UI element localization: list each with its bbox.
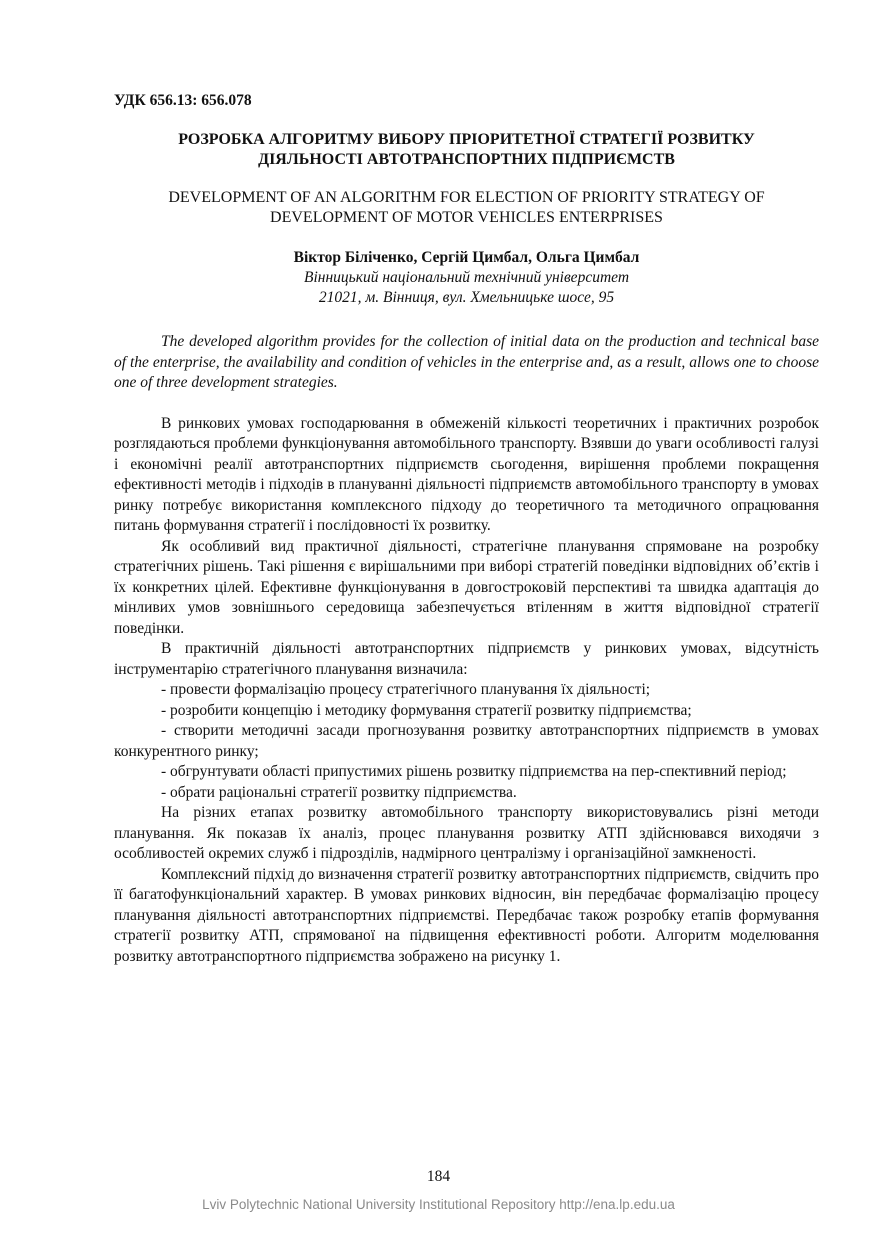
- repository-footer: Lviv Polytechnic National University Institutional Repository http://ena.lp.edu.ua: [202, 1197, 675, 1212]
- address: 21021, м. Вінниця, вул. Хмельницьке шосе, 95: [318, 289, 615, 306]
- paragraph: Комплексний підхід до визначення стратегії розвитку автотранспортних підприємств, свідчить про її багатофункціональний характер. В умовах ринкових відносин, він передбачає формалізацію процесу планування діяльності автотранспортних підприємстві. Передбачає також розробку етапів формування стратегії розвитку АТП, спрямованої на підвищення ефективності роботи. Алгоритм моделювання розвитку автотранспортного підприємства зображено на рисунку 1.: [114, 865, 819, 965]
- abstract: The developed algorithm provides for the collection of initial data on the production and technical base of the enterprise, the availability and condition of vehicles in the enterprise and, as a result, allows one to choose one of three development strategies.: [114, 333, 819, 391]
- paragraph: На різних етапах розвитку автомобільного транспорту використовувались різні методи планування. Як показав їх аналіз, процес планування розвитку АТП здійснювався виходячи з особливостей окремих служб і підрозділів, надмірного централізму і організаційної замкненості.: [114, 804, 819, 862]
- paragraph: В ринкових умовах господарювання в обмеженій кількості теоретичних і практичних розробок розглядаються проблеми функціонування автомобільного транспорту. Взявши до уваги особливості галузі і економічні реалії автотранспортних підприємств сьогодення, вирішення проблеми покращення ефективності методів і підходів в плануванні діяльності підприємств автомобільного транспорту в умовах ринку потребує використання комплексного підходу до теоретичного та методичного опрацювання питань формування стратегії і послідовності їх розвитку.: [114, 414, 819, 534]
- title-english-line-1: DEVELOPMENT OF AN ALGORITHM FOR ELECTION OF PRIORITY STRATEGY OF: [168, 189, 765, 206]
- title-ukrainian-line-1: РОЗРОБКА АЛГОРИТМУ ВИБОРУ ПРІОРИТЕТНОЇ СТРАТЕГІЇ РОЗВИТКУ: [178, 131, 755, 148]
- paragraph: Як особливий вид практичної діяльності, стратегічне планування спрямоване на розробку стратегічних рішень. Такі рішення є вирішальними при виборі стратегій поведінки відповідних об’єктів і їх конкретних цілей. Ефективне функціонування в довгостроковій перспективі та швидка адаптація до мінливих умов зовнішнього середовища забезпечується втіленням в життя відповідної стратегії поведінки.: [114, 537, 819, 637]
- affiliation: Вінницький національний технічний університет: [303, 269, 630, 286]
- list-item: - розробити концепцію і методику формування стратегії розвитку підприємства;: [161, 701, 692, 719]
- list-item: - обгрунтувати області припустимих рішень розвитку підприємства на пер-спективний період;: [161, 763, 787, 780]
- udk-code: УДК 656.13: 656.078: [114, 92, 252, 109]
- page-number: 184: [426, 1168, 451, 1185]
- list-item: - створити методичні засади прогнозування розвитку автотранспортних підприємств в умовах конкурентного ринку;: [114, 722, 819, 760]
- list-item: - обрати раціональні стратегії розвитку підприємства.: [161, 783, 517, 801]
- list-item: - провести формалізацію процесу стратегічного планування їх діяльності;: [161, 681, 651, 698]
- paper-page: [114, 92, 819, 967]
- title-english-line-2: DEVELOPMENT OF MOTOR VEHICLES ENTERPRISES: [270, 209, 663, 226]
- title-ukrainian-line-2: ДІЯЛЬНОСТІ АВТОТРАНСПОРТНИХ ПІДПРИЄМСТВ: [258, 151, 675, 168]
- title-ukrainian: [114, 130, 819, 170]
- authors: Віктор Біліченко, Сергій Цимбал, Ольга Цимбал: [293, 249, 640, 266]
- body-text: [114, 414, 819, 968]
- title-english: [114, 188, 819, 228]
- paragraph: В практичній діяльності автотранспортних підприємств у ринкових умовах, відсутність інструментарію стратегічного планування визначила:: [114, 640, 819, 678]
